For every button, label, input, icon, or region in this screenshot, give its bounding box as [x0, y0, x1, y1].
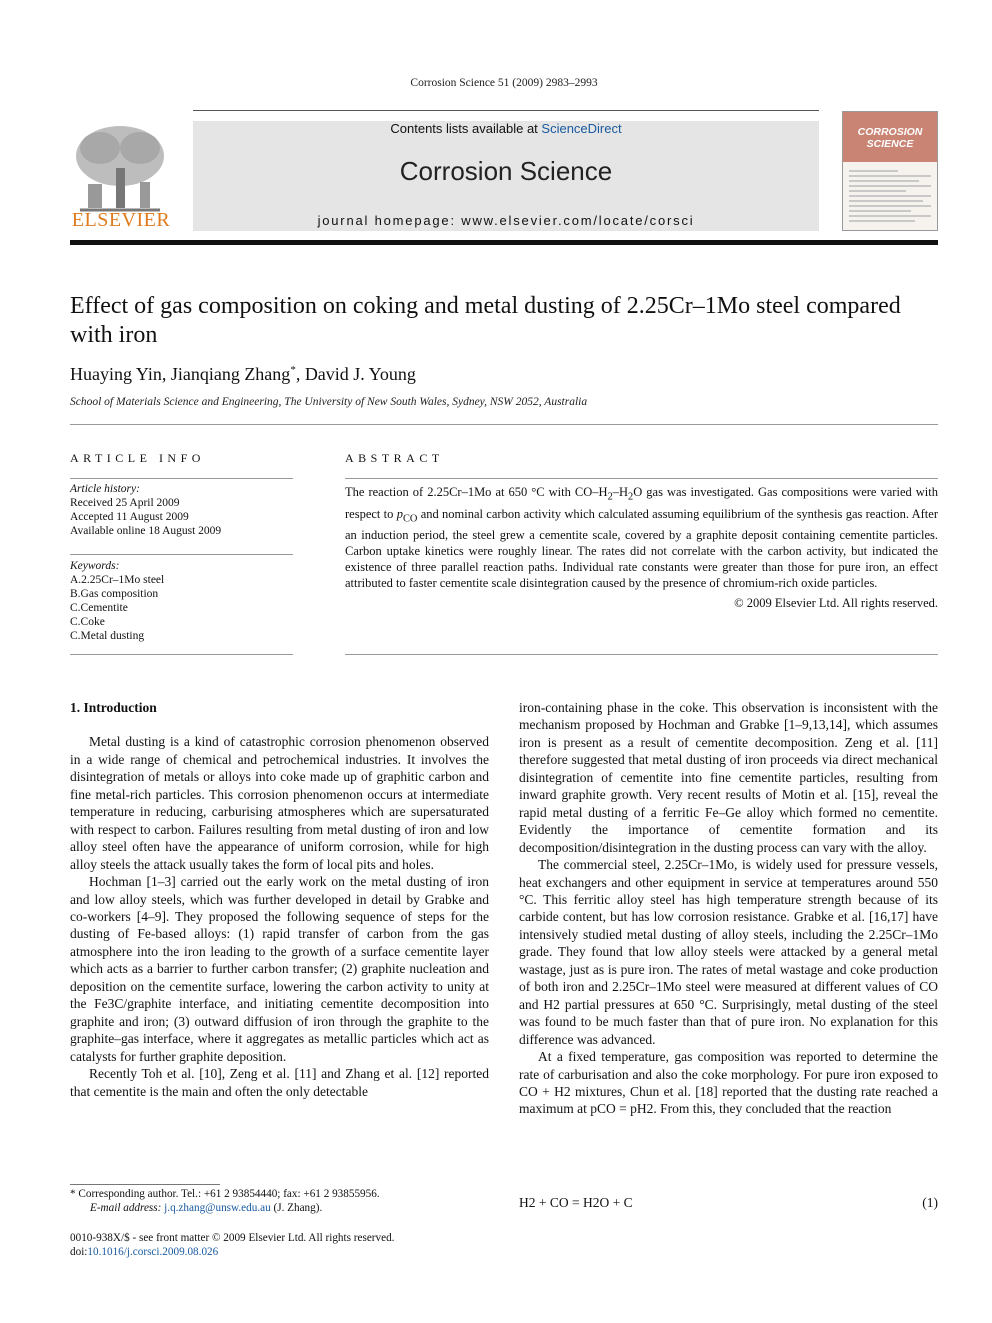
keyword-item: B.Gas composition — [70, 588, 159, 600]
author-young: , David J. Young — [295, 364, 416, 384]
keyword-item: C.Metal dusting — [70, 630, 145, 642]
abstract-rule-bottom — [345, 654, 938, 655]
abstract-rule-top — [345, 478, 938, 479]
contents-line — [193, 121, 819, 136]
cover-title — [843, 126, 937, 150]
intro-paragraph: The commercial steel, 2.25Cr–1Mo, is widely used for pressure vessels, heat exchangers and other equipment in service at temperatures around 550 °C. This ferritic alloy steel has high temperature strength because of its carbide content, but has low corrosion resistance. Grabke et al. [16,17] have intensively studied metal dusting of alloy steels, including the 2.25Cr–1Mo grade. They found that low alloy steels were attacked by a general metal wastage, just as is pure iron. The rates of metal wastage and coke production of both iron and 2.25Cr–1Mo steel were measured at different values of CO and H2 partial pressures at 650 °C. Surprisingly, metal dusting of the steel was found to be much faster than that of pure iron. No explanation for this difference was advanced. — [519, 857, 938, 1047]
affiliation: School of Materials Science and Engineering, The University of New South Wales, Sydney, NSW 2052, Australia — [70, 396, 588, 408]
equation-number: (1) — [922, 1195, 938, 1210]
sciencedirect-link[interactable]: ScienceDirect — [541, 121, 622, 136]
keywords — [70, 559, 293, 643]
elsevier-tree-logo-icon — [70, 118, 170, 218]
info-rule-bottom — [70, 654, 293, 655]
journal-cover-thumbnail — [842, 111, 938, 231]
equation-1 — [519, 1195, 938, 1211]
received-date: Received 25 April 2009 — [70, 497, 180, 509]
author-zhang[interactable]: Jianqiang Zhang — [170, 364, 291, 384]
journal-citation: Corrosion Science 51 (2009) 2983–2993 — [410, 77, 598, 89]
journal-homepage[interactable]: journal homepage: www.elsevier.com/locate/corsci — [317, 213, 695, 228]
corresponding-author-mark[interactable]: * — [290, 364, 296, 376]
online-date: Available online 18 August 2009 — [70, 525, 222, 537]
intro-paragraph: iron-containing phase in the coke. This observation is inconsistent with the mechanism proposed by Hochman and Grabke [1–9,13,14], which assumes iron is present as a result of cementite decomposition. Zeng et al. [11] therefore suggested that metal dusting of iron proceeds via direct mechanical disintegration of cementite into fine cementite particles, resulting from inward graphite growth. Very recent results of Motin et al. [15], reveal the rapid metal dusting of a ferritic Fe–Ge alloy which formed no cementite. Evidently the importance of cementite formation and its decomposition/disintegration in the dusting process can vary with the alloy. — [519, 700, 938, 855]
publisher-logo-text: ELSEVIER — [71, 209, 171, 231]
cover-title-line2: SCIENCE — [866, 138, 914, 150]
author-yin: Huaying Yin, — [70, 364, 171, 384]
cover-text-lines — [849, 170, 931, 225]
body-left-column — [70, 699, 489, 1100]
article-history — [70, 482, 293, 538]
corresponding-author-note: * Corresponding author. Tel.: +61 2 93854440; fax: +61 2 93855956. — [70, 1188, 380, 1200]
keyword-item: A.2.25Cr–1Mo steel — [70, 574, 165, 586]
email-link[interactable]: j.q.zhang@unsw.edu.au — [164, 1202, 271, 1214]
contents-prefix: Contents lists available at — [390, 121, 542, 136]
abstract-heading: ABSTRACT — [345, 451, 444, 465]
email-note: E-mail address: j.q.zhang@unsw.edu.au (J. Zhang). — [90, 1202, 323, 1214]
doi-link[interactable]: 10.1016/j.corsci.2009.08.026 — [87, 1246, 219, 1258]
abstract-text: The reaction of 2.25Cr–1Mo at 650 °C with $CO-H_2-H_2O$ gas was investigated. Gas compositions were varied with respect to $p_{CO}$ and nominal carbon activity which calculated assuming equilibrium of the synthesis gas reaction. After an induction period, the steel grew a cementite scale, covered by a graphite deposit containing cementite particles. Carbon uptake kinetics were roughly linear. The rates did not correlate with the carbon activity, but indicated the existence of three parallel reaction paths. Individual rate constants were greater than those for pure iron, an effect attributed to faster cementite scale disintegration caused by the presence of chromium-rich oxide particles. — [345, 485, 938, 590]
page-footer — [70, 1231, 490, 1259]
info-rule-mid — [70, 554, 293, 555]
footnote — [70, 1187, 490, 1215]
journal-title: Corrosion Science — [399, 156, 613, 186]
equation-text: H2 + CO = H2O + C — [519, 1195, 633, 1210]
cover-title-line1: CORROSION — [857, 126, 923, 138]
intro-paragraph: At a fixed temperature, gas composition was reported to determine the rate of carburisation and also the coke morphology. For pure iron exposed to CO + H2 mixtures, Chun et al. [18] reported that the dusting rate reached a maximum at pCO = pH2. From this, they concluded that the reaction — [519, 1049, 938, 1117]
keyword-item: C.Coke — [70, 616, 105, 628]
author-list — [70, 364, 416, 385]
issn-line: 0010-938X/$ - see front matter © 2009 Elsevier Ltd. All rights reserved. — [70, 1232, 395, 1244]
accepted-date: Accepted 11 August 2009 — [70, 511, 189, 523]
doi-line: doi:10.1016/j.corsci.2009.08.026 — [70, 1246, 219, 1258]
header-rule-thin — [193, 110, 819, 111]
keyword-item: C.Cementite — [70, 602, 128, 614]
article-title: Effect of gas composition on coking and metal dusting of 2.25Cr–1Mo steel compared with iron — [70, 293, 901, 348]
keywords-label: Keywords: — [70, 560, 120, 572]
intro-paragraph: Metal dusting is a kind of catastrophic corrosion phenomenon observed in a wide range of chemical and petrochemical industries. It involves the disintegration of metals or alloys into coke made up of graphitic carbon and fine metal-rich particles. This corrosion phenomenon occurs at intermediate temperature in reducing, carburising atmospheres which are supersaturated with respect to carbon. Failures resulting from metal dusting of iron and low alloy steel often have the appearance of uniform corrosion, while for high alloy steels the attack usually takes the form of local pits and holes. — [70, 734, 489, 872]
intro-heading: 1. Introduction — [70, 700, 157, 715]
title-rule — [70, 424, 938, 425]
article-info-heading: ARTICLE INFO — [70, 451, 205, 465]
header-rule-thick — [70, 240, 938, 245]
body-right-column — [519, 699, 938, 1118]
info-rule-top — [70, 478, 293, 479]
history-label: Article history: — [70, 483, 140, 495]
intro-paragraph: Hochman [1–3] carried out the early work on the metal dusting of iron and low alloy steels, which was further developed in detail by Grabke and co-workers [4–9]. They proposed the following sequence of steps for the dusting of Fe-based alloys: (1) rapid transfer of carbon from the gas atmosphere into the iron leading to the growth of a surface cementite layer which acts as a barrier to further carbon transfer; (2) graphite nucleation and deposition on the cementite surface, lowering the carbon activity to unity at the Fe3C/graphite interface, and initiating cementite decomposition into graphite and iron; (3) outward diffusion of iron through the graphite to the graphite–gas interface, where it aggregates as metallic particles which act as catalysts for further graphite deposition. — [70, 874, 489, 1064]
footnote-rule — [70, 1184, 220, 1185]
abstract-copyright: © 2009 Elsevier Ltd. All rights reserved. — [734, 596, 938, 610]
intro-paragraph: Recently Toh et al. [10], Zeng et al. [11] and Zhang et al. [12] reported that cementite is the main and often the only detectable — [70, 1066, 489, 1099]
